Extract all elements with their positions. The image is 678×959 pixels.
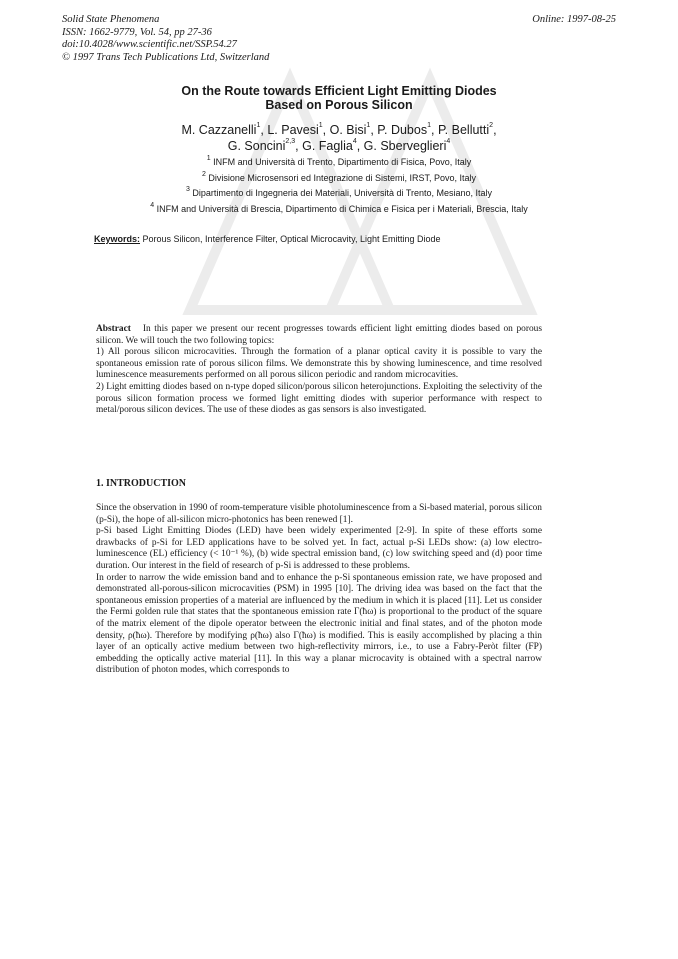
author-affiliation-mark: 4 [352,138,357,145]
author-name: G. Sberveglieri [363,139,447,153]
author-name: P. Bellutti [437,123,490,137]
issn-line: ISSN: 1662-9779, Vol. 54, pp 27-36 [62,26,212,38]
online-date: Online: 1997-08-25 [532,14,616,25]
journal-header [62,14,269,64]
affiliations [0,155,678,217]
intro-paragraph-1: Since the observation in 1990 of room-temperature visible photoluminescence from a Si-based material, porous silicon (p-Si), the hope of all-silicon micro-photonics has been renewed [1]. [96,503,542,525]
author-name: M. Cazzanelli [181,123,257,137]
introduction-text [96,503,542,677]
intro-paragraph-3: In order to narrow the wide emission band and to enhance the p-Si spontaneous emission rate, we have proposed and demonstrated all-porous-silicon microcavities (PSM) in 1995 [10]. The driving idea was based on the fact that the spontaneous emission properties of a material are influenced by the medium in which it is placed [11]. Let us consider the Fermi golden rule that states that the spontaneous emission rate Γ(ħω) is proportional to the product of the square of the matrix element of the dipole operator between the electronic initial and final states, and of the photon mode density, ρ(ħω). Therefore by modifying ρ(ħω) also Γ(ħω) is modified. This is easily accomplished by placing a thin layer of an optically active medium between two high-reflectivity mirrors, i.e., to use a Fabry-Peròt filter (FP) embedding the optically active material [11]. In this way a planar microcavity is obtained with a spectral narrow distribution of photon modes, which corresponds to [96,572,542,676]
title-line-2: Based on Porous Silicon [265,98,413,112]
affiliation: $^3$ Dipartimento di Ingegneria dei Materiali, Università di Trento, Mesiano, Italy [185,186,493,198]
affiliation: $^2$ Divisione Microsensori ed Integrazione di Sistemi, IRST, Povo, Italy [201,170,477,183]
journal-name: Solid State Phenomena [62,14,160,25]
author-affiliation-mark: 2,3 [285,138,296,145]
author-affiliation-mark: 2 [489,122,494,129]
author-list [0,122,678,154]
abstract-item-1: 1) All porous silicon microcavities. Through the formation of a planar optical cavity it is possible to vary the spontaneous emission rate of porous silicon films. We demonstrate this by showing luminescence, and time resolved luminescence measurements performed on all porous silicon periodic and random microcavities. [96,347,542,381]
doi-line: doi:10.4028/www.scientific.net/SSP.54.27 [62,39,237,50]
copyright-line: © 1997 Trans Tech Publications Ltd, Switzerland [62,51,270,63]
author-line-1: M. Cazzanelli$^1$, L. Pavesi$^1$, O. Bisi$^1$, P. Dubos$^1$, P. Bellutti$^2$, [181,122,497,137]
author-affiliation-mark: 1 [318,122,323,129]
paper-title [0,84,678,112]
affiliation: $^4$ INFM and Università di Brescia, Dipartimento di Chimica e Fisica per i Materiali, Brescia, Italy [150,201,528,214]
author-affiliation-mark: 1 [256,122,261,129]
abstract-item-2: 2) Light emitting diodes based on n-type doped silicon/porous silicon heterojunctions. Exploiting the selectivity of the porous silicon formation process we formed light emitting diodes with superior performance with respect to metal/porous silicon devices. The use of these diodes as gas sensors is also investigated. [96,381,542,416]
affiliation: $^1$ INFM and Università di Trento, Dipartimento di Fisica, Povo, Italy [206,155,472,167]
author-affiliation-mark: 1 [366,122,371,129]
author-name: P. Dubos [377,123,428,137]
author-name: L. Pavesi [267,123,319,137]
section-heading: 1. INTRODUCTION [96,478,187,489]
abstract-label: Abstract [96,324,131,334]
author-line-2: G. Soncini$^{2,3}$, G. Faglia$^4$, G. Sberveglieri$^4$ [227,138,451,153]
keywords-label: Keywords: [94,234,141,244]
author-name: G. Soncini [227,139,286,153]
keywords [94,233,441,245]
abstract [96,324,542,417]
author-name: O. Bisi [329,123,367,137]
abstract-intro: In this paper we present our recent progresses towards efficient light emitting diodes based on porous silicon. We will touch the two following topics: [96,324,542,346]
intro-paragraph-2: p-Si based Light Emitting Diodes (LED) have been widely experimented [2-9]. In spite of these efforts some drawbacks of p-Si for LED applications have to be solved yet. In fact, actual p-Si LEDs show: (a) low electro-luminescence (EL) efficiency (< 10⁻¹ %), (b) wide spectral emission band, (c) low switching speed and (d) poor time duration. Our interest in the field of research of p-Si is addressed to these problems. [96,526,542,571]
keywords-text: Porous Silicon, Interference Filter, Optical Microcavity, Light Emitting Diode [142,234,441,244]
author-affiliation-mark: 1 [427,122,431,129]
title-line-1: On the Route towards Efficient Light Emitting Diodes [181,84,497,98]
author-affiliation-mark: 4 [446,138,451,145]
author-name: G. Faglia [302,139,353,153]
